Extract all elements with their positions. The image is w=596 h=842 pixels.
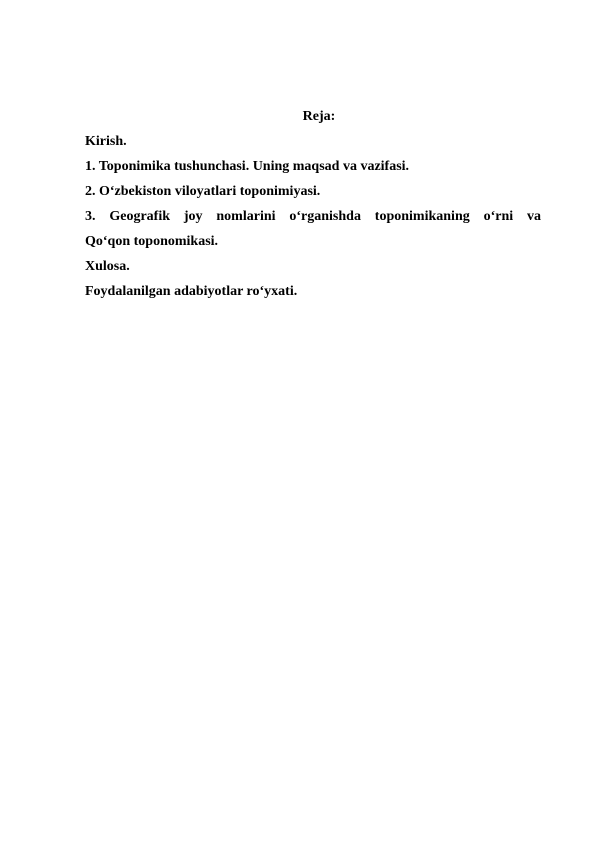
plan-section [85,104,541,304]
plan-item-3-line-1: 3. Geografik joy nomlarini o‘rganishda toponimikaning o‘rni va [85,209,541,224]
plan-item-2: 2. O‘zbekiston viloyatlari toponimiyasi. [85,184,321,199]
plan-item-references: Foydalanilgan adabiyotlar ro‘yxati. [85,284,298,299]
plan-item-3 [85,204,541,254]
plan-item-introduction: Kirish. [85,134,127,149]
plan-item-conclusion: Xulosa. [85,259,130,274]
plan-item-1: 1. Toponimika tushunchasi. Uning maqsad va vazifasi. [85,159,410,174]
page-title: Reja: [302,109,336,124]
plan-item-3-line-2: Qo‘qon toponomikasi. [85,234,219,249]
